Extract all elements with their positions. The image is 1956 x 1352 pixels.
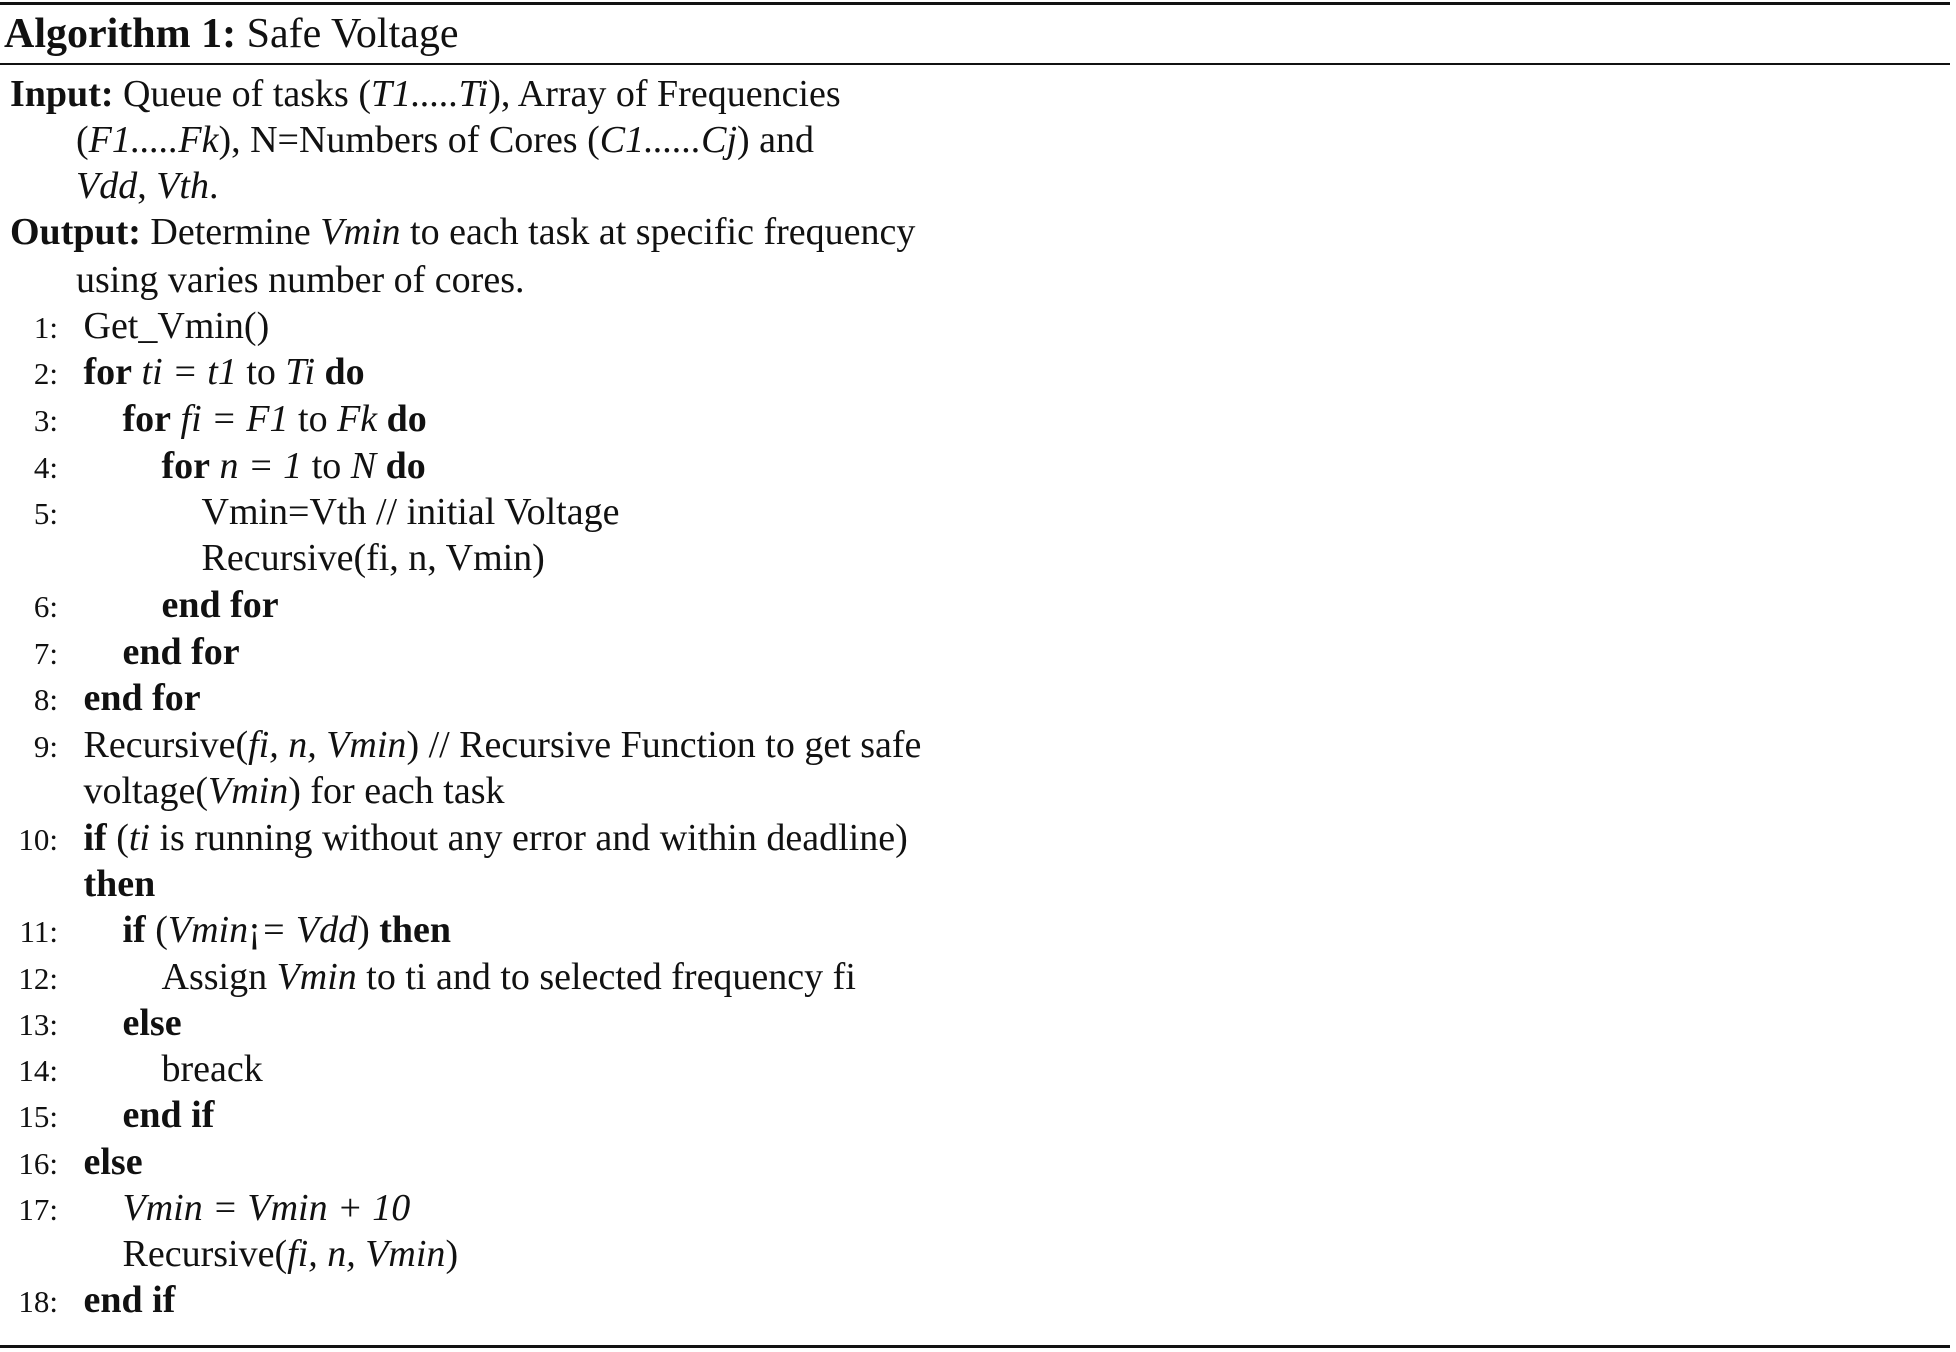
text: ( — [155, 909, 168, 951]
line-number: 18: — [18, 1284, 58, 1319]
keyword: do — [324, 351, 365, 393]
step-3 — [0, 396, 427, 442]
input-text: ), Array of Frequencies — [488, 73, 841, 115]
step-text: Recursive(fi, n, Vmin) — [201, 537, 545, 579]
text: ) — [357, 909, 370, 951]
step-8 — [0, 675, 201, 721]
step-text — [123, 1231, 459, 1277]
text: ) for each task — [288, 770, 505, 812]
step-4 — [0, 443, 426, 489]
step-text — [162, 954, 856, 1000]
line-number: 9: — [33, 729, 58, 764]
step-text — [84, 349, 365, 395]
step-text — [162, 443, 426, 489]
math: ti — [128, 817, 150, 859]
line-number: 2: — [33, 356, 58, 391]
keyword: else — [122, 1002, 182, 1044]
input-math: Vth — [156, 165, 209, 207]
step-17-cont — [0, 1231, 458, 1277]
math: fi, n, Vmin — [248, 724, 407, 766]
line-number: 3: — [33, 403, 58, 438]
algorithm-label: Algorithm 1: — [4, 11, 237, 57]
math: Ti — [285, 351, 316, 393]
keyword: else — [83, 1141, 143, 1183]
step-5 — [0, 489, 619, 535]
text: Assign — [161, 956, 277, 998]
step-text — [84, 815, 908, 861]
text: ) — [445, 1233, 459, 1275]
step-11 — [0, 907, 451, 953]
input-text: Queue of tasks ( — [123, 73, 371, 115]
step-1 — [0, 303, 269, 349]
line-number: 4: — [33, 450, 58, 485]
line-number: 8: — [33, 682, 58, 717]
line-number: 15: — [18, 1099, 58, 1134]
text: Recursive( — [83, 724, 249, 766]
step-10-cont — [0, 861, 155, 907]
math: fi, n, Vmin — [287, 1233, 446, 1275]
step-16 — [0, 1139, 143, 1185]
text: to — [246, 351, 276, 393]
text: to ti and to selected frequency fi — [356, 956, 856, 998]
keyword: for — [161, 445, 211, 487]
input-text: , — [137, 165, 157, 207]
math: n = 1 — [219, 445, 303, 487]
keyword: end for — [122, 631, 240, 673]
algorithm-title — [0, 5, 1950, 63]
math: Vmin — [276, 956, 357, 998]
title-rule — [0, 63, 1950, 65]
input-line-3 — [76, 163, 219, 209]
keyword: for — [83, 351, 133, 393]
keyword: if — [122, 909, 146, 951]
input-line-1 — [10, 71, 841, 117]
step-9-cont — [0, 768, 505, 814]
step-text — [123, 907, 452, 953]
step-14 — [0, 1046, 263, 1092]
line-number: 14: — [18, 1053, 58, 1088]
step-13 — [0, 1000, 182, 1046]
step-text: Get_Vmin() — [83, 305, 270, 347]
line-number: 12: — [18, 961, 58, 996]
keyword: end for — [83, 677, 201, 719]
line-number: 17: — [18, 1192, 58, 1227]
math: Vmin — [208, 770, 289, 812]
math: fi = F1 — [180, 398, 289, 440]
text: Recursive( — [122, 1233, 288, 1275]
math: Fk — [337, 398, 378, 440]
step-text: breack — [161, 1048, 263, 1090]
input-label: Input: — [10, 73, 114, 115]
step-18 — [0, 1277, 175, 1323]
keyword: end if — [122, 1094, 215, 1136]
input-math: F1.....Fk — [88, 119, 219, 161]
step-17 — [0, 1185, 410, 1231]
input-math: Vdd — [76, 165, 138, 207]
output-text: to each task at specific frequency — [400, 211, 916, 253]
math: Vmin = Vmin + 10 — [122, 1187, 411, 1229]
step-text — [84, 722, 922, 768]
line-number: 5: — [33, 496, 58, 531]
math: = Vdd — [260, 909, 358, 951]
line-number: 10: — [18, 822, 58, 857]
output-math: Vmin — [320, 211, 401, 253]
line-number: 16: — [18, 1146, 58, 1181]
keyword: end if — [83, 1279, 176, 1321]
line-number: 7: — [33, 636, 58, 671]
text: to — [298, 398, 328, 440]
step-12 — [0, 954, 856, 1000]
line-number: 6: — [33, 589, 58, 624]
output-text: using varies number of cores. — [76, 259, 525, 301]
step-10 — [0, 815, 908, 861]
text: is running without any error and within deadline) — [150, 817, 908, 859]
line-number: 13: — [18, 1007, 58, 1042]
step-15 — [0, 1092, 214, 1138]
input-math: C1......Cj — [599, 119, 738, 161]
step-7 — [0, 629, 240, 675]
input-text: ), N=Numbers of Cores ( — [218, 119, 600, 161]
math: Vmin — [167, 909, 249, 951]
bottom-rule — [0, 1345, 1950, 1348]
line-number: 11: — [19, 914, 58, 949]
keyword: then — [379, 909, 452, 951]
output-line-1 — [10, 209, 915, 255]
step-text — [123, 396, 427, 442]
input-text: ) and — [737, 119, 815, 161]
text: ¡ — [248, 909, 261, 951]
step-9 — [0, 722, 921, 768]
step-6 — [0, 582, 279, 628]
step-5-cont — [0, 535, 545, 581]
step-text: Vmin=Vth // initial Voltage — [201, 491, 620, 533]
input-line-2 — [76, 117, 814, 163]
keyword: do — [386, 398, 427, 440]
math: N — [350, 445, 377, 487]
keyword: if — [83, 817, 107, 859]
keyword: then — [83, 863, 156, 905]
keyword: end for — [161, 584, 279, 626]
input-text: ( — [76, 119, 89, 161]
algorithm-box — [0, 2, 1950, 1321]
input-text: . — [209, 165, 219, 207]
text: voltage( — [83, 770, 209, 812]
text: ( — [116, 817, 129, 859]
output-line-2 — [76, 257, 525, 303]
math: ti = t1 — [141, 351, 237, 393]
keyword: for — [122, 398, 172, 440]
input-math: T1.....Ti — [370, 73, 489, 115]
text: ) // Recursive Function to get safe — [406, 724, 922, 766]
line-number: 1: — [33, 310, 58, 345]
text: to — [311, 445, 342, 487]
step-2 — [0, 349, 365, 395]
algorithm-name: Safe Voltage — [246, 11, 459, 57]
keyword: do — [385, 445, 426, 487]
step-text — [84, 768, 505, 814]
output-label: Output: — [10, 211, 141, 253]
output-text: Determine — [150, 211, 321, 253]
